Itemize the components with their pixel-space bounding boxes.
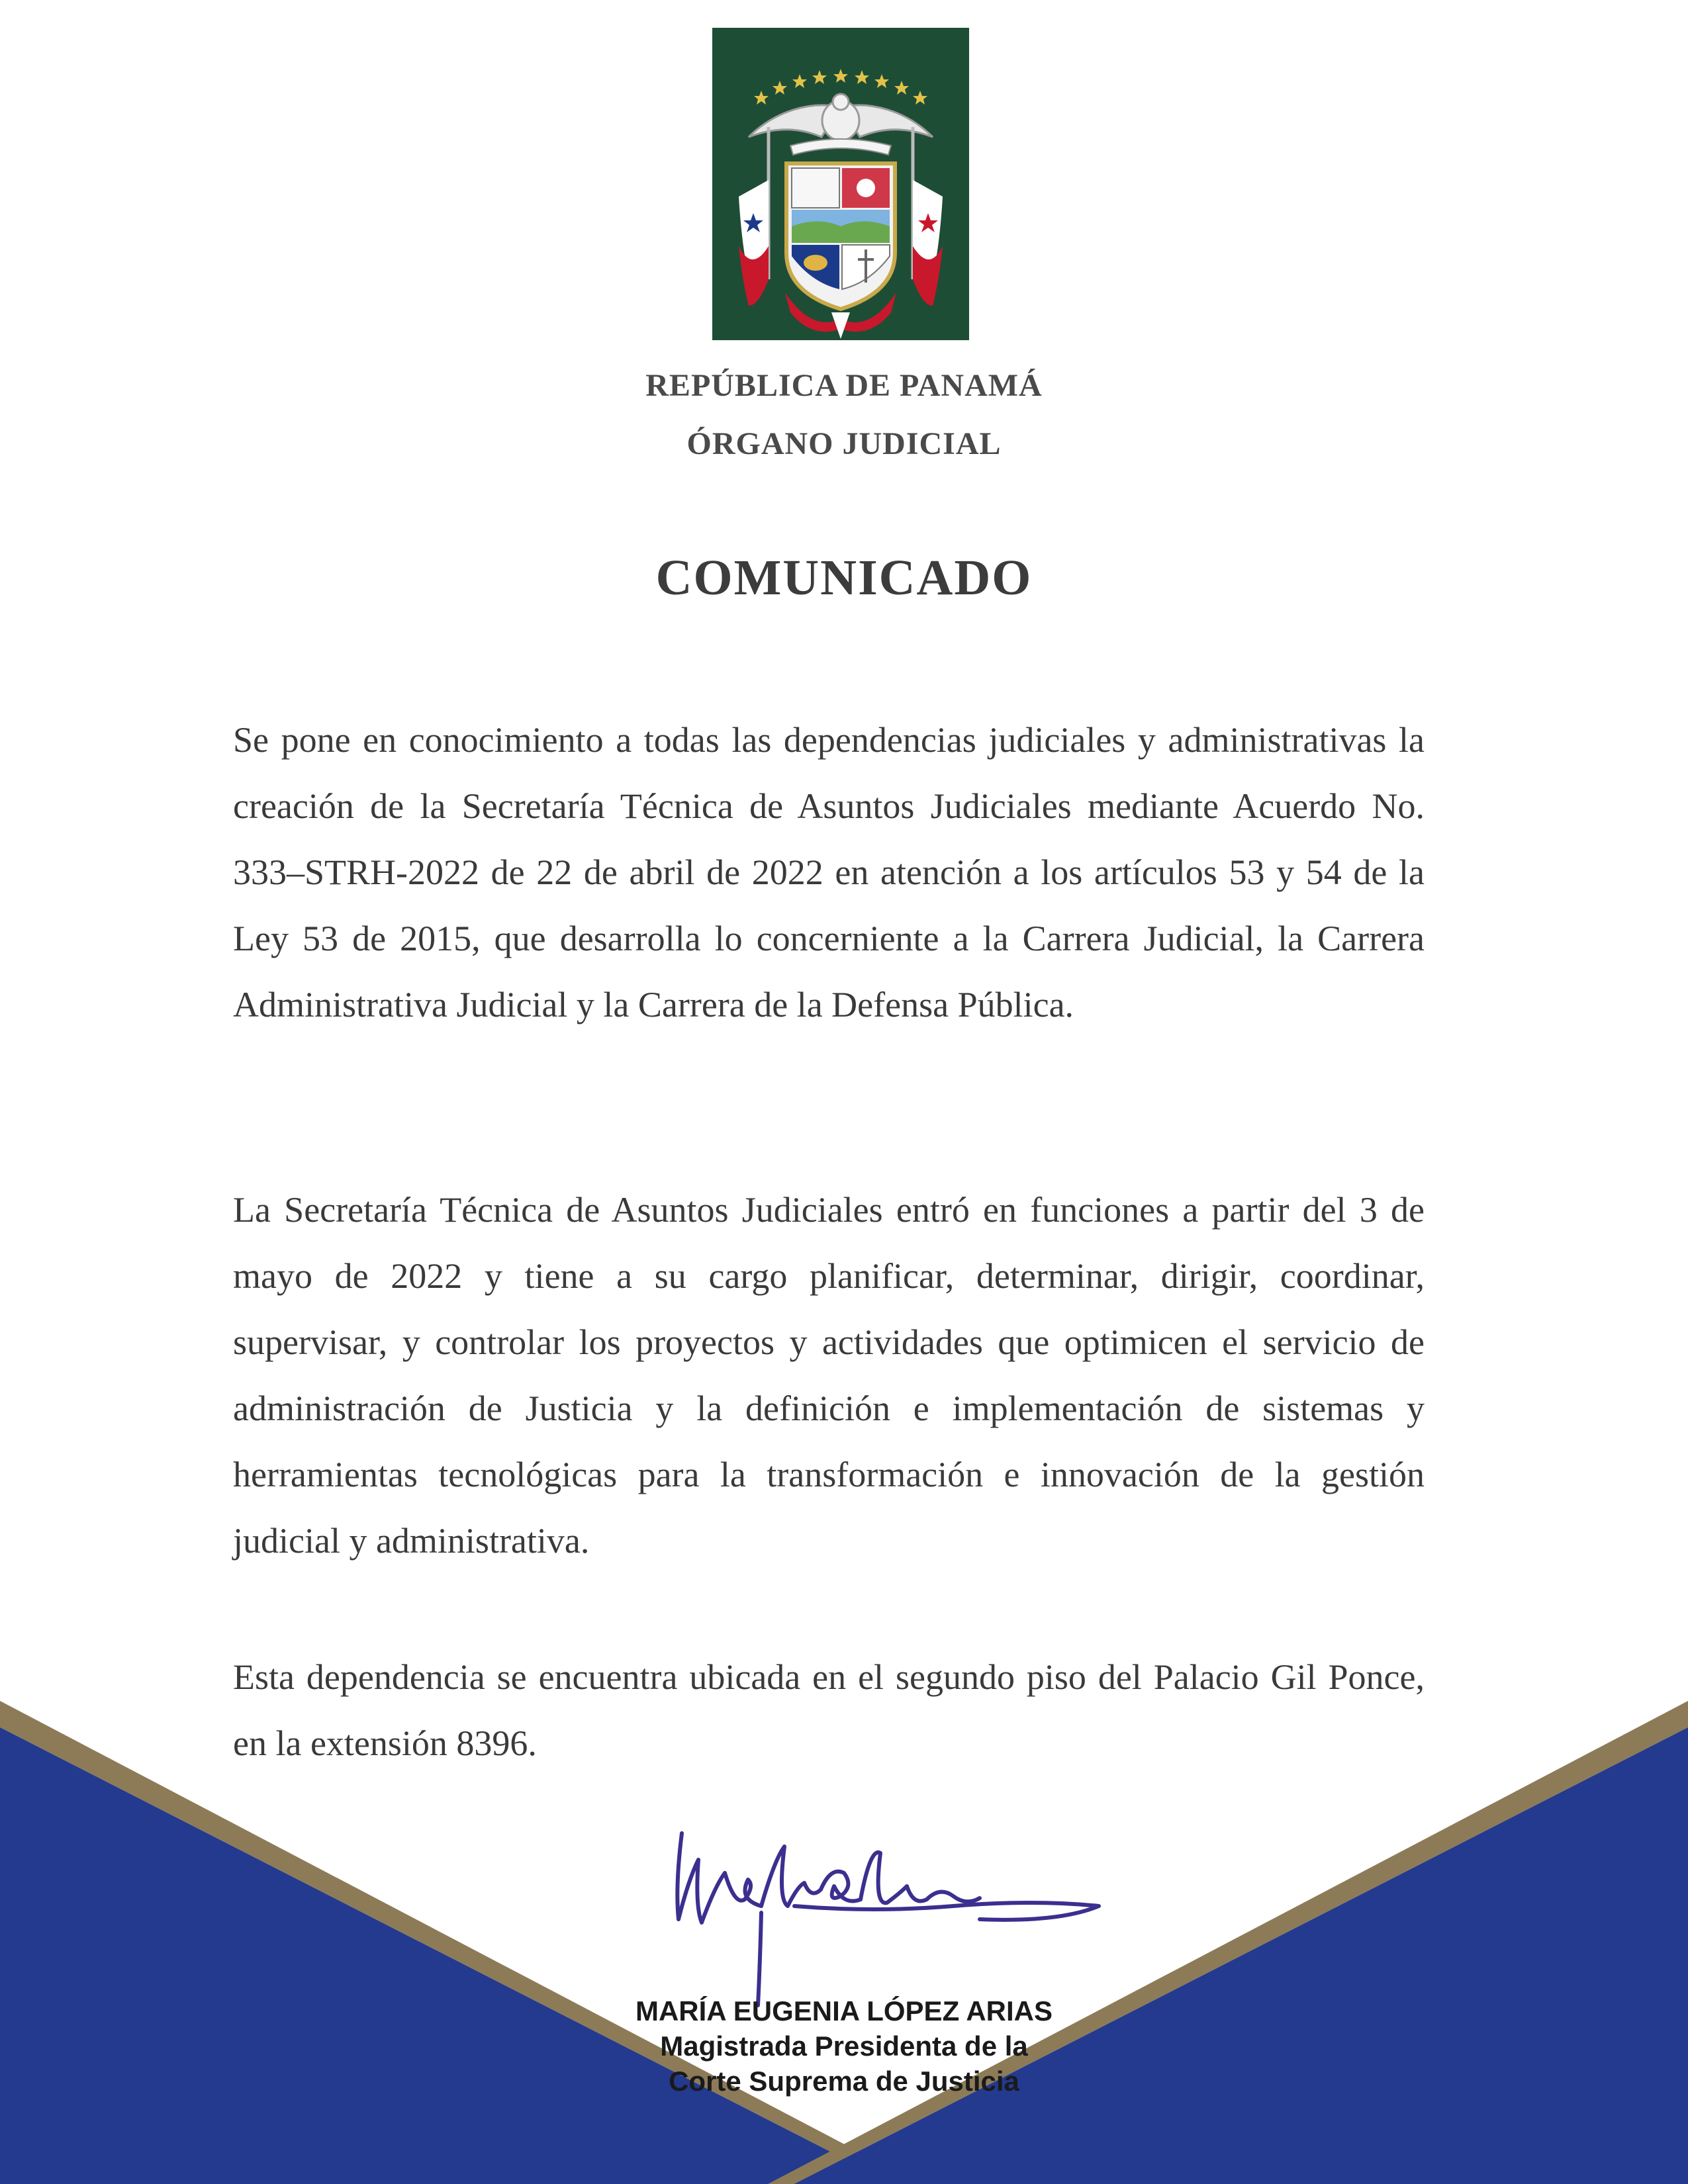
signatory-name: MARÍA EUGENIA LÓPEZ ARIAS	[635, 1995, 1053, 2026]
coat-of-arms-icon	[712, 28, 969, 340]
paragraph-3: Esta dependencia se encuentra ubicada en el segundo piso del Palacio Gil Ponce, en la extensión 8396.	[233, 1657, 1425, 1763]
signatory-title-line-2: Corte Suprema de Justicia	[669, 2066, 1019, 2097]
paragraph-2: La Secretaría Técnica de Asuntos Judiciales entró en funciones a partir del 3 de mayo de 2022 y tiene a su cargo planificar, determinar, dirigir, coordinar, supervisar, y controlar los proyectos y actividades que optimicen el servicio de administración de Justicia y la definición e implementación de sistemas y herramientas tecnológicas para la transformación e innovación de la gestión judicial y administrativa.	[233, 1190, 1425, 1561]
handwritten-signature	[662, 1807, 1125, 2012]
paragraph-1: Se pone en conocimiento a todas las dependencias judiciales y administrativas la creación de la Secretaría Técnica de Asuntos Judiciales mediante Acuerdo No. 333–STRH-2022 de 22 de abril de 2022 en atención a los artículos 53 y 54 de la Ley 53 de 2015, que desarrolla lo concerniente a la Carrera Judicial, la Carrera Administrativa Judicial y la Carrera de la Defensa Pública.	[233, 720, 1425, 1024]
country-name: REPÚBLICA DE PANAMÁ	[645, 368, 1043, 403]
document-title: COMUNICADO	[655, 550, 1033, 606]
signatory-title-line-1: Magistrada Presidenta de la	[660, 2030, 1028, 2062]
institution-name: ÓRGANO JUDICIAL	[686, 426, 1002, 461]
